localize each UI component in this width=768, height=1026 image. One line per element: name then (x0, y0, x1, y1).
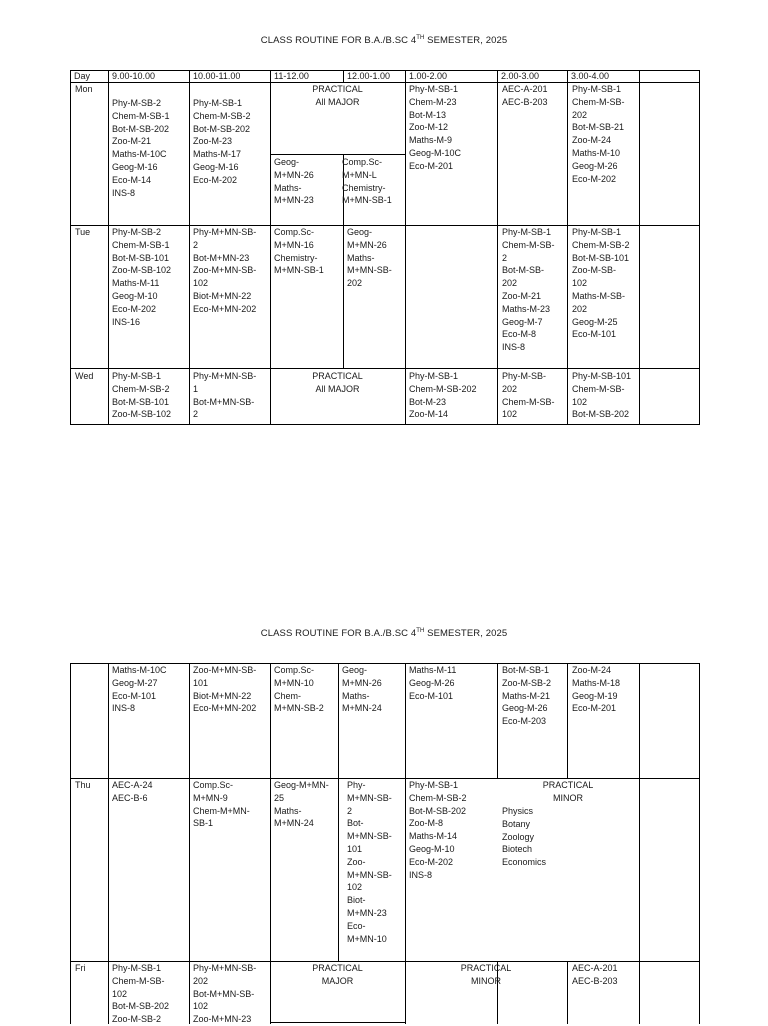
routine-title-page-1: CLASS ROUTINE FOR B.A./B.SC 4TH SEMESTER, 2025 (260, 35, 508, 47)
grid-line (270, 154, 406, 155)
tue-slot-4-line: M+MN-26 (347, 239, 387, 250)
thu-slot-5-line: Geog-M-10 (409, 843, 455, 854)
header-cell-7-line: 3.00-4.00 (571, 71, 610, 81)
grid-line (338, 663, 339, 961)
wed-cont-slot-5-line: Geog-M-26 (409, 677, 455, 688)
grid-line (699, 70, 700, 425)
fri-slot-7-line: AEC-B-203 (572, 975, 618, 986)
fri-slot-7 (572, 962, 618, 988)
mon-slot-2 (193, 97, 251, 187)
thu-slot-4-line: 101 (347, 843, 363, 854)
day-wed-line: Wed (75, 371, 94, 381)
fri-practical-minor-line: PRACTICAL (460, 963, 512, 973)
wed-cont-slot-3 (274, 664, 324, 715)
thu-slot-1-line: AEC-A-24 (112, 780, 153, 790)
grid-line (639, 663, 640, 1024)
wed-slot-6-line: Chem-M-SB- (502, 396, 555, 407)
tue-slot-1-line: Geog-M-10 (112, 290, 158, 301)
routine-title-page-2: CLASS ROUTINE FOR B.A./B.SC 4TH SEMESTER, 2025 (260, 628, 508, 640)
wed-cont-slot-2-line: Eco-M+MN-202 (193, 703, 257, 714)
fri-slot-7-line: AEC-A-201 (572, 963, 618, 973)
thu-slot-5-line: Bot-M-SB-202 (409, 805, 467, 816)
mon-slot-5-line: Zoo-M-12 (409, 122, 449, 133)
tue-slot-7-line: Maths-M-SB- (572, 290, 626, 301)
tue-slot-4-line: Maths- (347, 252, 375, 263)
mon-slot-5 (409, 83, 461, 173)
thu-slot-4 (347, 779, 392, 945)
fri-slot-2-line: Phy-M+MN-SB- (193, 963, 257, 973)
tue-slot-3-line: Comp.Sc- (274, 227, 315, 237)
header-cell-0 (74, 70, 90, 83)
tue-slot-1-line: Bot-M-SB-101 (112, 252, 170, 263)
tue-slot-7-line: Geog-M-25 (572, 316, 618, 327)
tue-slot-6 (502, 226, 555, 354)
day-thu-line: Thu (75, 780, 91, 790)
wed-slot-1 (112, 370, 171, 421)
wed-cont-slot-3-line: M+MN-10 (274, 677, 314, 688)
thu-slot-4-line: M+MN-23 (347, 907, 387, 918)
tue-slot-7-line: Bot-M-SB-101 (572, 252, 630, 263)
tue-slot-7-line: 102 (572, 278, 588, 289)
fri-slot-2-line: Zoo-M+MN-23 (193, 1014, 252, 1025)
mon-slot-1 (112, 97, 170, 199)
header-cell-5-line: 1.00-2.00 (409, 71, 448, 81)
header-cell-6-line: 2.00-3.00 (501, 71, 540, 81)
wed-slot-1-line: Phy-M-SB-1 (112, 371, 162, 381)
thu-slot-4-line: M+MN-SB- (347, 792, 392, 803)
tue-slot-1-line: Chem-M-SB-1 (112, 239, 170, 250)
mon-slot-1-line: Phy-M-SB-2 (112, 98, 162, 108)
header-cell-1-line: 9.00-10.00 (112, 71, 156, 81)
tue-slot-3-line: M+MN-16 (274, 239, 314, 250)
grid-line (343, 70, 344, 82)
mon-slot-1-line: Zoo-M-21 (112, 136, 152, 147)
grid-line (70, 70, 71, 425)
tue-slot-6-line: Eco-M-8 (502, 329, 537, 340)
thu-slot-3-line: M+MN-24 (274, 818, 314, 829)
mon-slot-6-line: AEC-A-201 (502, 84, 548, 94)
thu-slot-4-line: M+MN-SB- (347, 869, 392, 880)
grid-line (70, 663, 71, 1024)
grid-line (497, 70, 498, 425)
header-cell-4 (347, 70, 390, 83)
mon-slot-7-line: Geog-M-26 (572, 160, 618, 171)
mon-slot-1-line: INS-8 (112, 187, 136, 198)
wed-cont-slot-7-line: Geog-M-19 (572, 690, 618, 701)
wed-cont-slot-6-line: Zoo-M-SB-2 (502, 677, 552, 688)
fri-practical-major-line: PRACTICAL (312, 963, 363, 973)
header-cell-1 (112, 70, 155, 83)
wed-slot-6-line: Phy-M-SB- (502, 371, 547, 381)
tue-slot-7-line: Zoo-M-SB- (572, 265, 617, 276)
tue-slot-7-line: Phy-M-SB-1 (572, 227, 622, 237)
tue-slot-3 (274, 226, 324, 277)
wed-slot-5-line: Zoo-M-14 (409, 409, 449, 420)
day-fri (75, 962, 86, 975)
wed-cont-slot-4-line: M+MN-26 (342, 677, 382, 688)
wed-cont-slot-1 (112, 664, 167, 715)
thu-practical-minor-line: MINOR (553, 792, 583, 803)
tue-slot-6-line: Bot-M-SB- (502, 265, 545, 276)
mon-slot-7-line: Chem-M-SB- (572, 96, 625, 107)
mon-slot-7-line: Zoo-M-24 (572, 135, 612, 146)
wed-slot-2-line: 2 (193, 409, 199, 420)
mon-slot-7-line: Eco-M-202 (572, 173, 617, 184)
wed-slot-7-line: Phy-M-SB-101 (572, 371, 632, 381)
grid-line (189, 70, 190, 425)
day-mon (75, 83, 93, 96)
wed-slot-5-line: Bot-M-23 (409, 396, 447, 407)
tue-slot-2 (193, 226, 256, 316)
thu-slot-4-line: M+MN-SB- (347, 831, 392, 842)
wed-cont-slot-2-line: Biot-M+MN-22 (193, 690, 252, 701)
tue-slot-6-line: Maths-M-23 (502, 303, 551, 314)
tue-slot-1-line: Eco-M-202 (112, 303, 157, 314)
tue-slot-2-line: Bot-M+MN-23 (193, 252, 250, 263)
mon-slot-2-line: Maths-M-17 (193, 149, 242, 160)
thu-slot-2-line: Chem-M+MN- (193, 805, 250, 816)
fri-slot-2-line: 202 (193, 975, 209, 986)
header-cell-7 (571, 70, 609, 83)
thu-slot-4-line: 102 (347, 882, 363, 893)
fri-practical-major (270, 962, 405, 988)
wed-slot-2 (193, 370, 256, 421)
wed-practical (270, 370, 405, 396)
fri-practical-minor-line: MINOR (471, 975, 501, 986)
thu-minor-subjects-line: Botany (502, 818, 531, 829)
wed-cont-slot-5-line: Eco-M-101 (409, 690, 454, 701)
mon-slot-4-line: Comp.Sc- (342, 157, 383, 167)
wed-cont-slot-2-line: 101 (193, 677, 209, 688)
thu-minor-subjects (502, 805, 546, 869)
tue-slot-1-line: Zoo-M-SB-102 (112, 265, 172, 276)
mon-slot-2-line: Zoo-M-23 (193, 136, 233, 147)
thu-slot-5-line: Maths-M-14 (409, 831, 458, 842)
mon-slot-2-line: Eco-M-202 (193, 174, 238, 185)
grid-line (70, 424, 700, 425)
mon-slot-2-line: Bot-M-SB-202 (193, 123, 251, 134)
header-cell-3-line: 11-12.00 (274, 71, 309, 81)
thu-slot-2 (193, 779, 250, 830)
tue-slot-7-line: Eco-M-101 (572, 329, 617, 340)
mon-slot-4-line: M+MN-L (342, 169, 377, 180)
wed-slot-7 (572, 370, 631, 421)
fri-slot-1-line: 102 (112, 988, 128, 999)
thu-slot-4-line: 2 (347, 805, 353, 816)
wed-cont-slot-3-line: Chem- (274, 690, 302, 701)
header-cell-5 (409, 70, 447, 83)
wed-slot-5-line: Chem-M-SB-202 (409, 383, 477, 394)
day-thu (75, 779, 91, 792)
day-wed (75, 370, 93, 383)
thu-slot-5-line: Eco-M-202 (409, 856, 454, 867)
wed-cont-slot-4 (342, 664, 382, 715)
thu-minor-subjects-line: Biotech (502, 844, 533, 855)
thu-slot-1-line: AEC-B-6 (112, 792, 148, 803)
mon-practical-line: All MAJOR (315, 96, 360, 107)
grid-line (343, 225, 344, 368)
mon-slot-1-line: Maths-M-10C (112, 149, 167, 160)
thu-slot-4-line: Biot- (347, 895, 366, 906)
grid-line (108, 70, 109, 425)
tue-slot-4-line: 202 (347, 278, 363, 289)
header-cell-6 (501, 70, 539, 83)
header-cell-2 (193, 70, 240, 83)
grid-line (70, 368, 700, 369)
mon-slot-5-line: Phy-M-SB-1 (409, 84, 459, 94)
thu-slot-4-line: Phy- (347, 780, 366, 790)
wed-cont-slot-4-line: Maths- (342, 690, 370, 701)
tue-slot-4-line: M+MN-SB- (347, 265, 392, 276)
thu-slot-4-line: M+MN-10 (347, 933, 387, 944)
mon-slot-3 (274, 156, 314, 207)
grid-line (497, 663, 498, 778)
day-tue (75, 226, 90, 239)
tue-slot-1-line: Maths-M-11 (112, 278, 160, 289)
wed-cont-slot-7-line: Eco-M-201 (572, 703, 617, 714)
fri-slot-2 (193, 962, 256, 1026)
mon-slot-3-line: M+MN-26 (274, 169, 314, 180)
thu-slot-4-line: Bot- (347, 818, 364, 829)
grid-line (567, 70, 568, 425)
thu-slot-5-line: Chem-M-SB-2 (409, 792, 467, 803)
tue-slot-6-line: Geog-M-7 (502, 316, 543, 327)
tue-slot-4-line: Geog- (347, 227, 373, 237)
tue-slot-6-line: 202 (502, 278, 518, 289)
mon-slot-4-line: M+MN-SB-1 (342, 195, 392, 206)
thu-slot-2-line: SB-1 (193, 818, 214, 829)
thu-slot-5 (409, 779, 467, 881)
tue-slot-7-line: 202 (572, 303, 588, 314)
tue-slot-6-line: Chem-M-SB- (502, 239, 555, 250)
wed-slot-7-line: Chem-M-SB- (572, 383, 625, 394)
fri-slot-1 (112, 962, 169, 1026)
fri-slot-1-line: Zoo-M-SB-2 (112, 1014, 162, 1025)
wed-cont-slot-5 (409, 664, 456, 702)
thu-slot-5-line: Zoo-M-8 (409, 818, 444, 829)
mon-slot-5-line: Chem-M-23 (409, 96, 457, 107)
wed-cont-slot-7-line: Maths-M-18 (572, 677, 621, 688)
wed-slot-5-line: Phy-M-SB-1 (409, 371, 459, 381)
wed-cont-slot-1-line: Maths-M-10C (112, 665, 167, 675)
mon-slot-7-line: 202 (572, 109, 588, 120)
tue-slot-6-line: 2 (502, 252, 508, 263)
mon-slot-1-line: Bot-M-SB-202 (112, 123, 170, 134)
fri-slot-2-line: 102 (193, 1001, 209, 1012)
thu-slot-1 (112, 779, 153, 805)
grid-line (567, 961, 568, 1024)
wed-cont-slot-4-line: M+MN-24 (342, 703, 382, 714)
thu-minor-subjects-line: Economics (502, 857, 547, 868)
wed-cont-slot-6-line: Eco-M-203 (502, 716, 547, 727)
wed-cont-slot-3-line: M+MN-SB-2 (274, 703, 324, 714)
grid-line (108, 663, 109, 1024)
tue-slot-1 (112, 226, 171, 328)
wed-cont-slot-2 (193, 664, 256, 715)
day-fri-line: Fri (75, 963, 86, 973)
fri-practical-minor (405, 962, 567, 988)
mon-slot-5-line: Eco-M-201 (409, 160, 454, 171)
wed-cont-slot-5-line: Maths-M-11 (409, 665, 457, 675)
tue-slot-2-line: Biot-M+MN-22 (193, 290, 252, 301)
wed-slot-1-line: Chem-M-SB-2 (112, 383, 170, 394)
tue-slot-1-line: INS-16 (112, 316, 141, 327)
fri-practical-major-line: MAJOR (321, 975, 354, 986)
thu-slot-5-line: INS-8 (409, 869, 433, 880)
thu-practical-minor-line: PRACTICAL (542, 780, 594, 790)
grid-line (699, 663, 700, 1024)
grid-line (639, 70, 640, 425)
mon-slot-7-line: Maths-M-10 (572, 147, 621, 158)
thu-slot-5-line: Phy-M-SB-1 (409, 780, 459, 790)
fri-slot-1-line: Bot-M-SB-202 (112, 1001, 170, 1012)
tue-slot-6-line: Phy-M-SB-1 (502, 227, 552, 237)
tue-slot-7 (572, 226, 630, 341)
thu-minor-subjects-line: Zoology (502, 831, 535, 842)
mon-slot-6 (502, 83, 548, 109)
mon-slot-2-line: Chem-M-SB-2 (193, 110, 251, 121)
tue-slot-2-line: 102 (193, 278, 209, 289)
wed-cont-slot-1-line: INS-8 (112, 703, 136, 714)
day-tue-line: Tue (75, 227, 91, 237)
thu-practical-minor (497, 779, 639, 805)
mon-slot-4 (342, 156, 392, 207)
mon-slot-7-line: Phy-M-SB-1 (572, 84, 622, 94)
wed-cont-slot-1-line: Eco-M-101 (112, 690, 157, 701)
mon-slot-3-line: Maths- (274, 182, 302, 193)
day-mon-line: Mon (75, 84, 93, 94)
grid-line (189, 663, 190, 1024)
wed-slot-2-line: 1 (193, 383, 199, 394)
header-cell-2-line: 10.00-11.00 (193, 71, 241, 81)
mon-slot-5-line: Maths-M-9 (409, 135, 453, 146)
grid-line (270, 1022, 406, 1023)
thu-slot-3-line: Maths- (274, 805, 302, 816)
fri-slot-2-line: Bot-M+MN-SB- (193, 988, 255, 999)
thu-slot-3-line: Geog-M+MN- (274, 780, 329, 790)
wed-cont-slot-6-line: Geog-M-26 (502, 703, 548, 714)
thu-slot-3 (274, 779, 329, 830)
fri-slot-1-line: Phy-M-SB-1 (112, 963, 162, 973)
wed-slot-7-line: 102 (572, 396, 588, 407)
thu-slot-3-line: 25 (274, 792, 285, 803)
grid-line (405, 70, 406, 425)
wed-slot-6-line: 102 (502, 409, 518, 420)
mon-slot-6-line: AEC-B-203 (502, 96, 548, 107)
wed-practical-line: All MAJOR (315, 383, 360, 394)
thu-slot-2-line: Comp.Sc- (193, 780, 234, 790)
tue-slot-3-line: M+MN-SB-1 (274, 265, 324, 276)
wed-cont-slot-4-line: Geog- (342, 665, 368, 675)
tue-slot-6-line: Zoo-M-21 (502, 290, 542, 301)
mon-slot-2-line: Phy-M-SB-1 (193, 98, 243, 108)
wed-cont-slot-1-line: Geog-M-27 (112, 677, 158, 688)
tue-slot-2-line: Zoo-M+MN-SB- (193, 265, 257, 276)
header-cell-0-line: Day (74, 71, 91, 81)
mon-slot-2-line: Geog-M-16 (193, 161, 239, 172)
wed-cont-slot-7-line: Zoo-M-24 (572, 665, 612, 675)
header-cell-3 (274, 70, 309, 83)
wed-cont-slot-3-line: Comp.Sc- (274, 665, 315, 675)
wed-slot-1-line: Bot-M-SB-101 (112, 396, 170, 407)
tue-slot-3-line: Chemistry- (274, 252, 318, 263)
tue-slot-4 (347, 226, 392, 290)
tue-slot-7-line: Chem-M-SB-2 (572, 239, 630, 250)
thu-slot-2-line: M+MN-9 (193, 792, 228, 803)
tue-slot-2-line: Eco-M+MN-202 (193, 303, 257, 314)
wed-practical-line: PRACTICAL (312, 371, 363, 381)
wed-cont-slot-6-line: Bot-M-SB-1 (502, 665, 550, 675)
mon-slot-5-line: Bot-M-13 (409, 109, 447, 120)
mon-practical (270, 83, 405, 109)
mon-slot-3-line: Geog- (274, 157, 300, 167)
header-cell-4-line: 12.00-1.00 (347, 71, 391, 81)
mon-slot-4-line: Chemistry- (342, 182, 386, 193)
mon-slot-7-line: Bot-M-SB-21 (572, 122, 625, 133)
tue-slot-2-line: 2 (193, 239, 199, 250)
wed-slot-1-line: Zoo-M-SB-102 (112, 409, 172, 420)
wed-slot-2-line: Phy-M+MN-SB- (193, 371, 257, 381)
wed-slot-5 (409, 370, 477, 421)
wed-slot-6-line: 202 (502, 383, 518, 394)
tue-slot-6-line: INS-8 (502, 342, 526, 353)
wed-slot-6 (502, 370, 555, 421)
mon-slot-7 (572, 83, 625, 185)
mon-slot-3-line: M+MN-23 (274, 195, 314, 206)
thu-slot-4-line: Zoo- (347, 856, 366, 867)
mon-slot-1-line: Geog-M-16 (112, 161, 158, 172)
mon-practical-line: PRACTICAL (312, 84, 363, 94)
tue-slot-2-line: Phy-M+MN-SB- (193, 227, 257, 237)
thu-slot-4-line: Eco- (347, 920, 366, 931)
thu-minor-subjects-line: Physics (502, 806, 534, 816)
fri-slot-1-line: Chem-M-SB- (112, 975, 165, 986)
wed-cont-slot-2-line: Zoo-M+MN-SB- (193, 665, 257, 675)
mon-slot-5-line: Geog-M-10C (409, 147, 462, 158)
grid-line (567, 663, 568, 778)
mon-slot-1-line: Chem-M-SB-1 (112, 110, 170, 121)
wed-cont-slot-7 (572, 664, 620, 715)
wed-slot-7-line: Bot-M-SB-202 (572, 409, 630, 420)
wed-cont-slot-6 (502, 664, 551, 728)
mon-slot-1-line: Eco-M-14 (112, 174, 152, 185)
tue-slot-1-line: Phy-M-SB-2 (112, 227, 162, 237)
wed-cont-slot-6-line: Maths-M-21 (502, 690, 551, 701)
wed-slot-2-line: Bot-M+MN-SB- (193, 396, 255, 407)
